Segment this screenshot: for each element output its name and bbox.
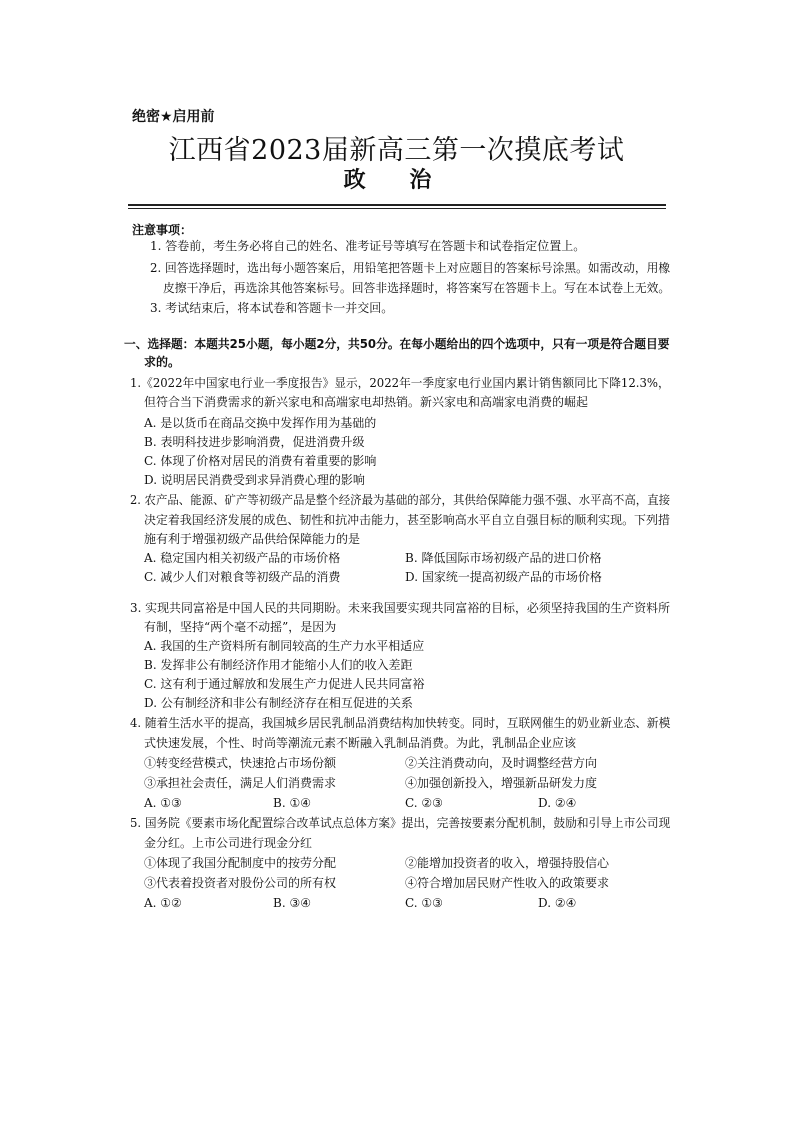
question-5-item: ①体现了我国分配制度中的按劳分配 <box>144 856 337 870</box>
question-4-item: ①转变经营模式，快速抢占市场份额 <box>144 756 337 770</box>
question-5-option-c: C. ①③ <box>405 896 443 910</box>
question-4-option-b: B. ①④ <box>273 796 311 810</box>
header-rule-thick <box>128 204 666 206</box>
question-2-stem: 决定着我国经济发展的成色、韧性和抗冲击能力，甚至影响高水平自立自强目标的顺利实现。下列措 <box>144 513 670 527</box>
question-4-item: ③承担社会责任，满足人们消费需求 <box>144 776 337 790</box>
subject-title: 政 治 <box>343 168 450 193</box>
question-1-stem: 但符合当下消费需求的新兴家电和高端家电却热销。新兴家电和高端家电消费的崛起 <box>144 395 589 409</box>
question-3-option-c: C. 这有利于通过解放和发展生产力促进人民共同富裕 <box>144 677 425 691</box>
question-5-option-b: B. ③④ <box>273 896 311 910</box>
question-2-option-d: D. 国家统一提高初级产品的市场价格 <box>405 570 602 584</box>
question-5-item: ④符合增加居民财产性收入的政策要求 <box>405 876 610 890</box>
question-1-stem: 1.《2022年中国家电行业一季度报告》显示，2022年一季度家电行业国内累计销售额同比下降12.3%， <box>130 376 670 390</box>
question-3-option-d: D. 公有制经济和非公有制经济存在相互促进的关系 <box>144 696 413 710</box>
question-4-stem: 4. 随着生活水平的提高，我国城乡居民乳制品消费结构加快转变。同时，互联网催生的奶业新业态、新模 <box>130 716 671 730</box>
question-1-option-d: D. 说明居民消费受到求异消费心理的影响 <box>144 473 365 487</box>
question-4-option-d: D. ②④ <box>538 796 577 810</box>
question-5-item: ③代表着投资者对股份公司的所有权 <box>144 876 337 890</box>
exam-title: 江西省2023届新高三第一次摸底考试 <box>168 135 625 166</box>
notice-heading: 注意事项： <box>132 223 193 237</box>
question-1-option-c: C. 体现了价格对居民的消费有着重要的影响 <box>144 454 377 468</box>
question-5-stem: 5. 国务院《要素市场化配置综合改革试点总体方案》提出，完善按要素分配机制，鼓励和引导上市公司现 <box>130 816 671 830</box>
confidential-label: 绝密★启用前 <box>132 109 215 125</box>
section-heading: 一、选择题：本题共25小题，每小题2分，共50分。在每小题给出的四个选项中，只有一项是符合题目要 <box>124 337 670 351</box>
question-2-option-b: B. 降低国际市场初级产品的进口价格 <box>405 551 602 565</box>
question-2-stem: 2. 农产品、能源、矿产等初级产品是整个经济最为基础的部分，其供给保障能力强不强、水平高不高，直接 <box>130 493 671 507</box>
question-5-stem: 金分红。上市公司进行现金分红 <box>144 836 313 850</box>
question-3-option-a: A. 我国的生产资料所有制同较高的生产力水平相适应 <box>144 639 425 653</box>
question-5-option-a: A. ①② <box>144 896 182 910</box>
question-1-option-b: B. 表明科技进步影响消费，促进消费升级 <box>144 435 365 449</box>
question-3-stem: 有制，坚持“两个毫不动摇”，是因为 <box>144 620 337 634</box>
question-4-option-a: A. ①③ <box>144 796 182 810</box>
notice-item: 2. 回答选择题时，选出每小题答案后，用铅笔把答题卡上对应题目的答案标号涂黑。如需改动，用橡 <box>150 261 671 275</box>
question-4-stem: 式快速发展，个性、时尚等潮流元素不断融入乳制品消费。为此，乳制品企业应该 <box>144 736 577 750</box>
question-3-stem: 3. 实现共同富裕是中国人民的共同期盼。未来我国要实现共同富裕的目标，必须坚持我国的生产资料所 <box>130 601 671 615</box>
question-4-item: ②关注消费动向，及时调整经营方向 <box>405 756 598 770</box>
question-4-option-c: C. ②③ <box>405 796 443 810</box>
section-heading-cont: 求的。 <box>144 355 181 369</box>
question-5-item: ②能增加投资者的收入，增强持股信心 <box>405 856 610 870</box>
question-5-option-d: D. ②④ <box>538 896 577 910</box>
question-2-option-c: C. 减少人们对粮食等初级产品的消费 <box>144 570 341 584</box>
header-rule-thin <box>128 208 666 209</box>
question-4-item: ④加强创新投入，增强新品研发力度 <box>405 776 598 790</box>
question-2-stem: 施有利于增强初级产品供给保障能力的是 <box>144 532 361 546</box>
notice-item: 皮擦干净后，再选涂其他答案标号。回答非选择题时，将答案写在答题卡上。写在本试卷上无效。 <box>163 281 671 295</box>
question-3-option-b: B. 发挥非公有制经济作用才能缩小人们的收入差距 <box>144 658 413 672</box>
question-2-option-a: A. 稳定国内相关初级产品的市场价格 <box>144 551 341 565</box>
notice-item: 1. 答卷前，考生务必将自己的姓名、准考证号等填写在答题卡和试卷指定位置上。 <box>150 239 586 253</box>
notice-item: 3. 考试结束后，将本试卷和答题卡一并交回。 <box>150 301 394 315</box>
question-1-option-a: A. 是以货币在商品交换中发挥作用为基础的 <box>144 416 377 430</box>
